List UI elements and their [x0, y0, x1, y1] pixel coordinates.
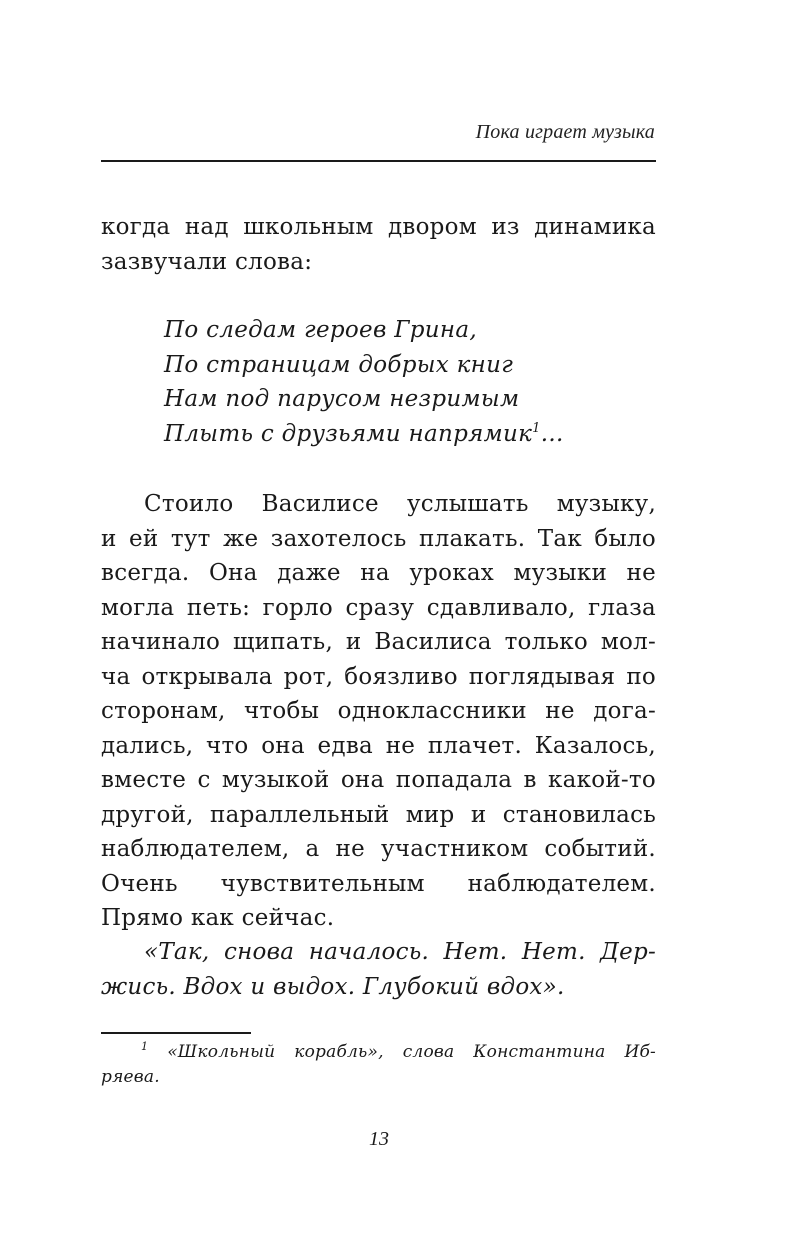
- poem-line: По страницам добрых книг: [164, 351, 514, 378]
- body-paragraph: [101, 487, 656, 936]
- page-number: 13: [369, 1128, 389, 1150]
- footnote-line: [101, 1040, 656, 1065]
- poem-line-text: Плыть с друзьями напрямик: [164, 420, 533, 447]
- paragraph-line: Прямо как сейчас.: [101, 905, 335, 931]
- paragraph-line: ча открывала рот, боязливо поглядывая по: [101, 663, 656, 690]
- paragraph-line: Очень чувствительным наблюдателем.: [101, 870, 656, 897]
- poem-quote: [164, 313, 564, 451]
- intro-line: зазвучали слова:: [101, 248, 313, 275]
- paragraph-line: сторонам, чтобы одноклассники не дога-: [101, 698, 656, 724]
- footnote-line: ряева.: [101, 1067, 160, 1087]
- poem-line: По следам героев Грина,: [164, 317, 477, 343]
- paragraph-line: вместе с музыкой она попадала в какой-то: [101, 767, 656, 793]
- footnote: [101, 1040, 656, 1090]
- poem-line: Нам под парусом незримым: [164, 386, 520, 412]
- paragraph-line: могла петь: горло сразу сдавливало, глаза: [101, 594, 656, 621]
- paragraph-line: начинало щипать, и Василиса только мол-: [101, 629, 656, 655]
- intro-text: [101, 210, 656, 279]
- footnote-rule: [101, 1032, 251, 1034]
- paragraph-line: всегда. Она даже на уроках музыки не: [101, 560, 656, 586]
- inner-monologue: [101, 935, 656, 1004]
- running-head-title: Пока играет музыка: [475, 121, 655, 143]
- poem-ellipsis: ...: [540, 420, 564, 447]
- monologue-line: жись. Вдох и выдох. Глубокий вдох».: [101, 973, 565, 1000]
- paragraph-line: наблюдателем, а не участником событий.: [101, 836, 656, 862]
- monologue-line: «Так, снова началось. Нет. Нет. Дер-: [144, 939, 656, 965]
- paragraph-line: Стоило Василисе услышать музыку,: [144, 491, 656, 517]
- footnote-marker: 1: [141, 1040, 149, 1053]
- paragraph-line: другой, параллельный мир и становилась: [101, 801, 656, 828]
- footnote-reference[interactable]: 1: [532, 420, 541, 436]
- header-rule: [101, 160, 656, 162]
- paragraph-line: дались, что она едва не плачет. Казалось,: [101, 732, 656, 759]
- intro-line: когда над школьным двором из динамика: [101, 214, 656, 240]
- poem-line-last: [164, 417, 564, 452]
- footnote-text: «Школьный корабль», слова Константина Иб-: [167, 1042, 656, 1062]
- paragraph-line: и ей тут же захотелось плакать. Так было: [101, 525, 656, 552]
